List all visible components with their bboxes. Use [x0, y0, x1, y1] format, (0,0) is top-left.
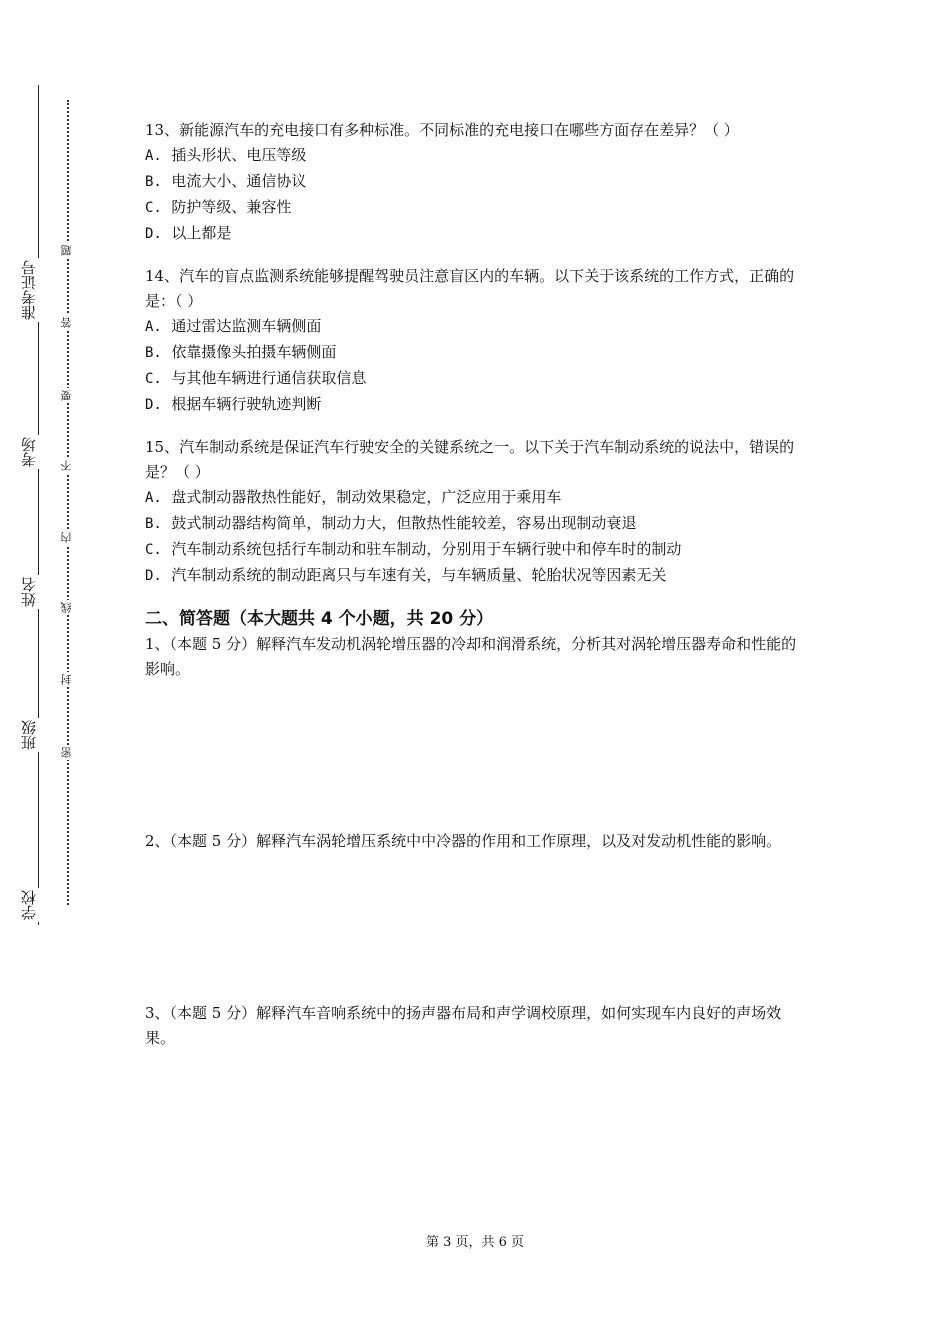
option-text: 根据车辆行驶轨迹判断	[171, 395, 322, 413]
option-key: D.	[145, 397, 162, 413]
page-footer: 第 3 页，共 6 页	[425, 1235, 525, 1250]
seal-char-yao: 要	[60, 390, 73, 401]
option-text: 汽车制动系统包括行车制动和驻车制动，分别用于车辆行驶中和停车时的制动	[171, 540, 682, 558]
option-c	[145, 195, 810, 221]
option-text: 汽车制动系统的制动距离只与车速有关，与车辆质量、轮胎状况等因素无关	[171, 566, 667, 584]
option-a	[145, 314, 810, 340]
option-key: D.	[145, 226, 162, 242]
seal-char-bu: 不	[60, 460, 73, 471]
option-b	[145, 340, 810, 366]
seal-char-feng: 封	[60, 674, 73, 685]
option-key: C.	[145, 371, 162, 387]
exam-content	[145, 118, 810, 1051]
option-key: C.	[145, 200, 162, 216]
option-d	[145, 221, 810, 247]
exam-room-label: 考场	[22, 435, 44, 469]
seal-char-nei: 内	[60, 532, 73, 543]
short-answer-2: 2、（本题 5 分）解释汽车涡轮增压系统中中冷器的作用和工作原理，以及对发动机性能的影响。	[145, 832, 782, 850]
question-stem: 14、汽车的盲点监测系统能够提醒驾驶员注意盲区内的车辆。以下关于该系统的工作方式，正确的是：（ ）	[145, 267, 795, 310]
option-key: B.	[145, 516, 162, 532]
section-title: 二、简答题（本大题共 4 个小题，共 20 分）	[145, 609, 494, 629]
question-stem: 13、新能源汽车的充电接口有多种标准。不同标准的充电接口在哪些方面存在差异？（ ）	[145, 121, 739, 139]
answer-space	[145, 682, 810, 829]
option-key: A.	[145, 148, 162, 164]
option-text: 盘式制动器散热性能好，制动效果稳定，广泛应用于乘用车	[171, 488, 562, 506]
option-text: 插头形状、电压等级	[171, 146, 307, 164]
question-14	[145, 264, 810, 418]
option-key: B.	[145, 345, 162, 361]
binding-dotted-line	[67, 100, 69, 905]
option-text: 防护等级、兼容性	[171, 198, 292, 216]
seal-char-da: 答	[60, 317, 73, 328]
option-key: A.	[145, 490, 162, 506]
short-answer-3: 3、（本题 5 分）解释汽车音响系统中的扬声器布局和声学调校原理，如何实现车内良好的声场效果。	[145, 1004, 782, 1047]
option-key: C.	[145, 542, 162, 558]
seal-char-xian: 线	[60, 602, 73, 613]
class-label: 班级	[22, 718, 44, 752]
seal-char-mi: 密	[60, 747, 73, 758]
option-a	[145, 485, 810, 511]
name-label: 姓名	[22, 575, 44, 609]
option-key: B.	[145, 174, 162, 190]
option-text: 鼓式制动器结构简单，制动力大，但散热性能较差，容易出现制动衰退	[171, 514, 637, 532]
option-d	[145, 392, 810, 418]
question-13	[145, 118, 810, 247]
option-a	[145, 143, 810, 169]
option-key: D.	[145, 568, 162, 584]
option-c	[145, 537, 810, 563]
question-stem: 15、汽车制动系统是保证汽车行驶安全的关键系统之一。以下关于汽车制动系统的说法中，错误的是？（ ）	[145, 438, 795, 481]
seal-char-ti: 题	[60, 245, 73, 256]
option-text: 电流大小、通信协议	[171, 172, 307, 190]
binding-solid-line	[38, 85, 39, 925]
option-b	[145, 169, 810, 195]
option-text: 以上都是	[171, 224, 232, 242]
school-label: 学校	[22, 888, 44, 922]
exam-id-label: 准考证号	[22, 258, 44, 322]
short-answer-1: 1、（本题 5 分）解释汽车发动机涡轮增压器的冷却和润滑系统，分析其对涡轮增压器寿命和性能的影响。	[145, 635, 797, 678]
option-b	[145, 511, 810, 537]
option-d	[145, 563, 810, 589]
option-text: 依靠摄像头拍摄车辆侧面	[171, 343, 337, 361]
answer-space	[145, 854, 810, 1001]
option-c	[145, 366, 810, 392]
option-text: 通过雷达监测车辆侧面	[171, 317, 322, 335]
question-15	[145, 435, 810, 589]
option-text: 与其他车辆进行通信获取信息	[171, 369, 367, 387]
option-key: A.	[145, 319, 162, 335]
